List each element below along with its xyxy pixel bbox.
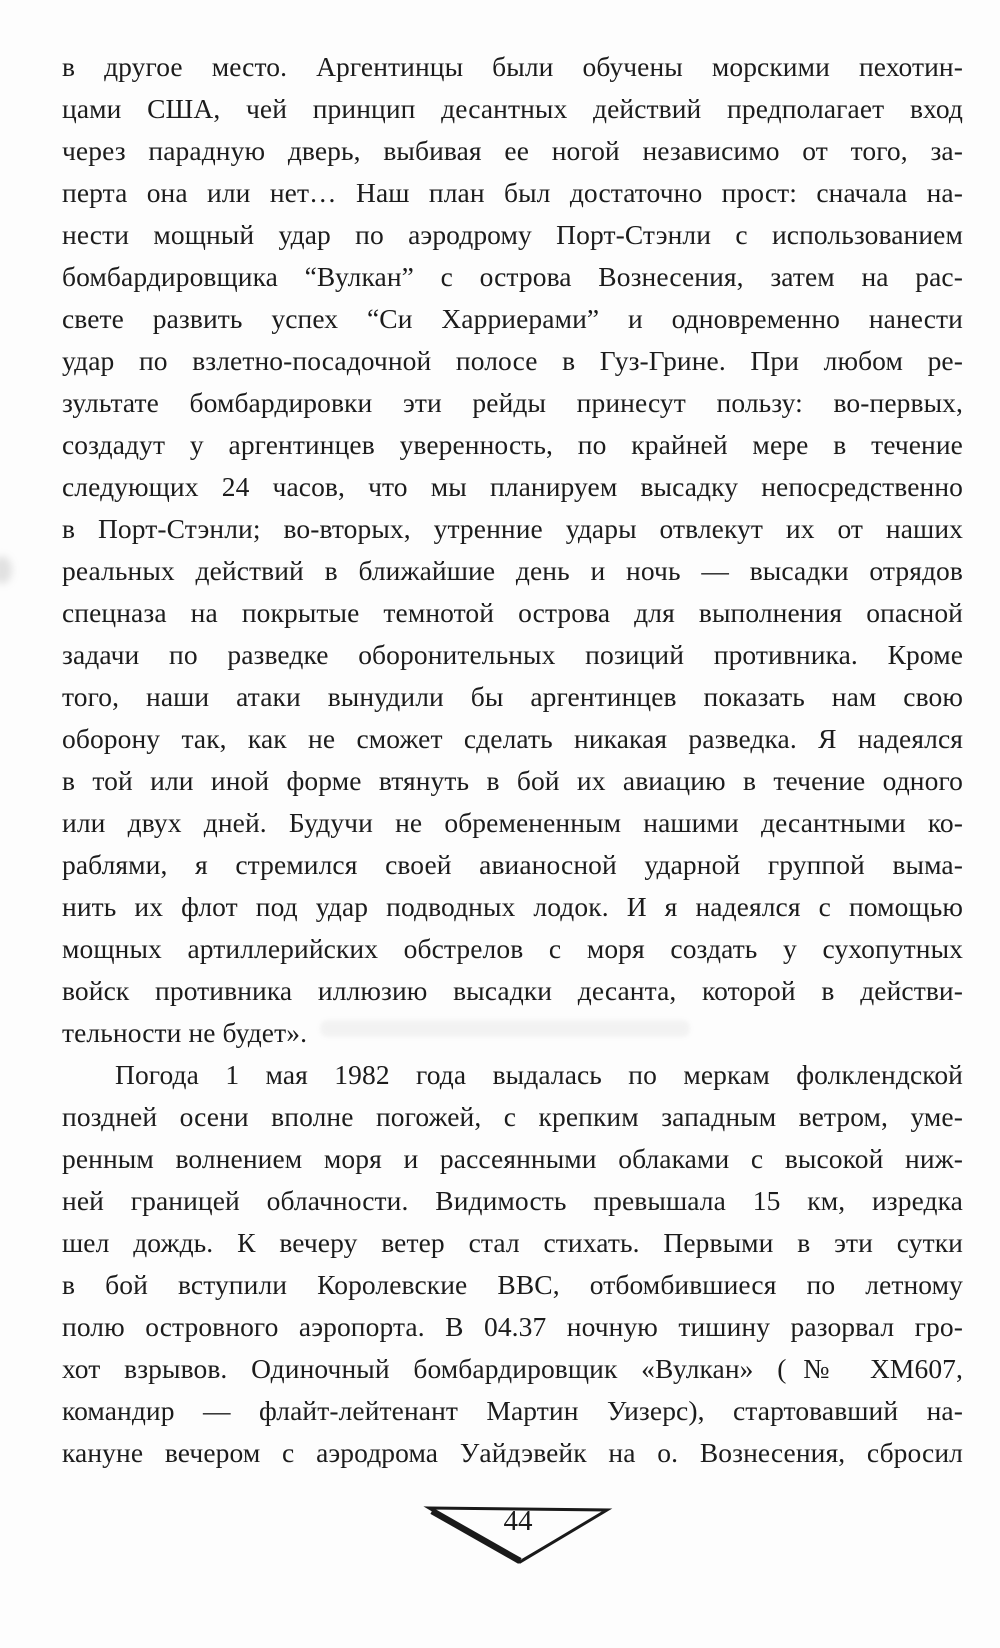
text-line: раблями, я стремился своей авианосной ударной группой выма-	[62, 849, 963, 880]
page-number: 44	[503, 1505, 533, 1537]
text-line: мощных артиллерийских обстрелов с моря создать у сухопутных	[62, 933, 963, 964]
paragraph	[62, 1054, 963, 1474]
text-line: цами США, чей принцип десантных действий предполагает вход	[62, 93, 963, 124]
page-number-marker	[423, 1500, 613, 1572]
text-line: ренным волнением моря и рассеянными облаками с высокой ниж-	[62, 1143, 963, 1174]
text-line: или двух дней. Будучи не обремененным нашими десантными ко-	[62, 807, 963, 838]
text-line: реальных действий в ближайшие день и ночь — высадки отрядов	[62, 555, 963, 586]
text-line: в другое место. Аргентинцы были обучены морскими пехотин-	[62, 51, 963, 82]
text-line: создадут у аргентинцев уверенность, по крайней мере в течение	[62, 429, 963, 460]
text-line: нести мощный удар по аэродрому Порт-Стэнли с использованием	[62, 219, 963, 250]
text-block	[62, 46, 963, 1474]
text-line: бомбардировщика “Вулкан” с острова Вознесения, затем на рас-	[62, 261, 963, 292]
text-line: кануне вечером с аэродрома Уайдэвейк на о. Вознесения, сбросил	[62, 1437, 963, 1468]
text-line: следующих 24 часов, что мы планируем высадку непосредственно	[62, 471, 963, 502]
text-line: Погода 1 мая 1982 года выдалась по меркам фолклендской	[115, 1059, 963, 1090]
paragraph	[62, 46, 963, 1054]
text-line: спецназа на покрытые темнотой острова для выполнения опасной	[62, 597, 963, 628]
text-line: через парадную дверь, выбивая ее ногой независимо от того, за-	[62, 135, 963, 166]
text-line: в той или иной форме втянуть в бой их авиацию в течение одного	[62, 765, 963, 796]
text-line: шел дождь. К вечеру ветер стал стихать. Первыми в эти сутки	[62, 1227, 963, 1258]
text-line: поздней осени вполне погожей, с крепким западным ветром, уме-	[62, 1101, 963, 1132]
text-line: зультате бомбардировки эти рейды принесут пользу: во-первых,	[62, 387, 963, 418]
text-line: войск противника иллюзию высадки десанта, которой в действи-	[62, 975, 963, 1006]
text-line: полю островного аэропорта. В 04.37 ночную тишину разорвал гро-	[62, 1311, 963, 1342]
text-line: перта она или нет… Наш план был достаточно прост: сначала на-	[62, 177, 963, 208]
text-line: в Порт-Стэнли; во-вторых, утренние удары отвлекут их от наших	[62, 513, 963, 544]
text-line: хот взрывов. Одиночный бомбардировщик «Вулкан» (№ XM607,	[62, 1353, 963, 1384]
text-line: того, наши атаки вынудили бы аргентинцев показать нам свою	[62, 681, 963, 712]
text-line: свете развить успех “Си Харриерами” и одновременно нанести	[62, 303, 963, 334]
text-line: удар по взлетно-посадочной полосе в Гуз-Грине. При любом ре-	[62, 345, 963, 376]
scan-artifact	[0, 556, 12, 584]
text-line: нить их флот под удар подводных лодок. И я надеялся с помощью	[62, 891, 963, 922]
text-line: ней границей облачности. Видимость превышала 15 км, изредка	[62, 1185, 963, 1216]
text-line: оборону так, как не сможет сделать никакая разведка. Я надеялся	[62, 723, 963, 754]
text-line: командир — флайт-лейтенант Мартин Уизерс), стартовавший на-	[62, 1395, 963, 1426]
text-line: в бой вступили Королевские ВВС, отбомбившиеся по летному	[62, 1269, 963, 1300]
text-line: тельности не будет».	[62, 1017, 308, 1048]
text-line: задачи по разведке оборонительных позиций противника. Кроме	[62, 639, 963, 670]
